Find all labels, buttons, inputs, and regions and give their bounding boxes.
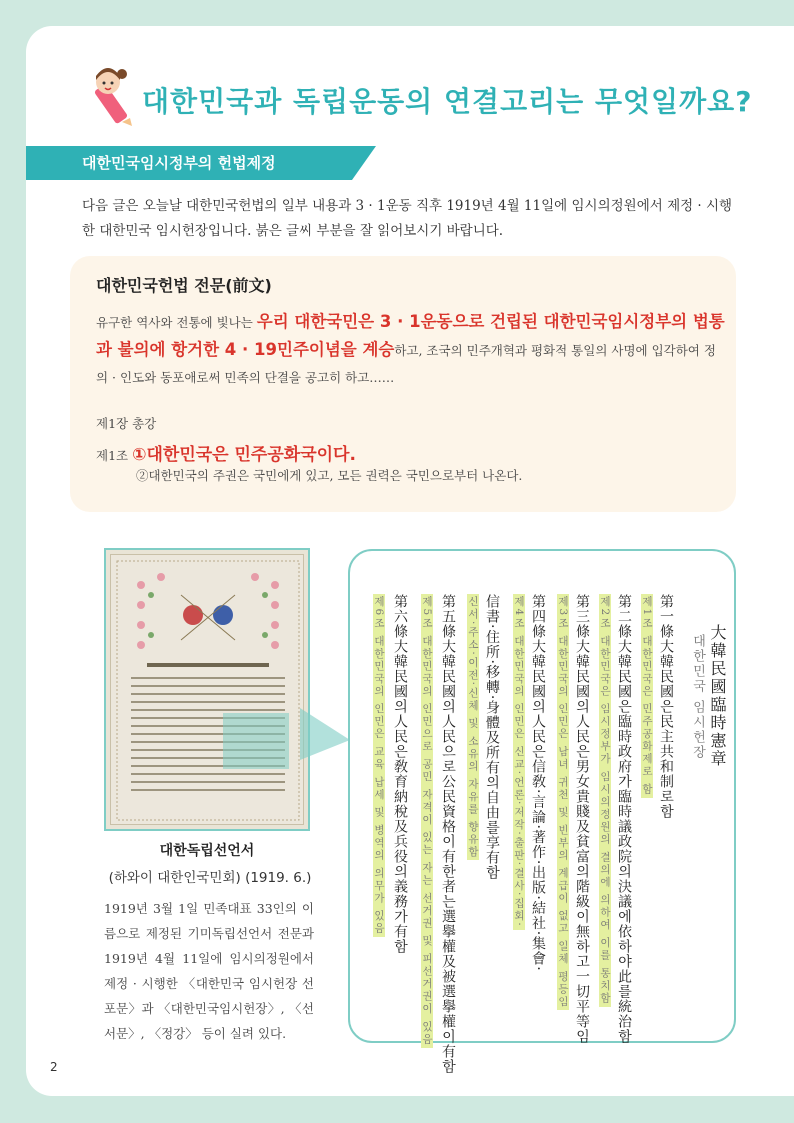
article-ko-6	[372, 594, 387, 937]
article-ko-2-text: 제2조 대한민국은 임시정부가 임시의정원의 결의에 의하여 이를 통치함	[599, 596, 611, 1005]
article-1-highlight: ①대한민국은 민주공화국이다.	[132, 445, 356, 465]
declaration-photo	[104, 548, 310, 831]
charter-subtitle: 대한민국 임시헌장	[690, 634, 705, 761]
intro-paragraph: 다음 글은 오늘날 대한민국헌법의 일부 내용과 3 · 1운동 직후 1919년 4월 11일에 임시의정원에서 제정 · 시행한 대한민국 임시헌장입니다. 붉은 글씨 부분을 잘 읽어보시기 바랍니다.	[82, 198, 733, 239]
photo-caption-subtitle: (하와이 대한인국민회) (1919. 6.)	[108, 870, 312, 886]
preamble-lead: 유구한 역사와 전통에 빛나는	[96, 315, 257, 330]
declaration-document-image	[110, 554, 304, 825]
article-ko-1-text: 제1조 대한민국은 민주공화제로 함	[641, 596, 653, 796]
article-ko-3	[556, 594, 571, 1010]
photo-caption-title: 대한독립선언서	[159, 843, 255, 859]
article-ko-3-text: 제3조 대한민국의 인민은 남녀 귀천 및 빈부의 계급이 없고 일체 평등임	[557, 596, 569, 1009]
preamble-text	[96, 308, 726, 391]
article-ko-4-cont-text: 신서·주소·이전·신체 및 소유의 자유를 향유함	[467, 596, 479, 859]
page-title: 대한민국과 독립운동의 연결고리는 무엇일까요?	[142, 85, 753, 118]
article-han-4-cont: 信書·住所·移轉·身體及所有의自由를享有함	[484, 594, 500, 881]
preamble-highlight: 우리 대한국민은 3 · 1운동으로 건립된 대한민국임시정부의 법통과 불의에 항거한 4 · 19민주이념을 계승	[96, 312, 725, 359]
article-ko-4	[512, 594, 527, 930]
article-ko-5	[420, 594, 435, 1048]
article-1-clause-2: ②대한민국의 주권은 국민에게 있고, 모든 권력은 국민으로부터 나온다.	[136, 468, 523, 483]
article-ko-4-text: 제4조 대한민국의 인민은 신교·언론·저작·출판·결사·집회·	[513, 596, 525, 928]
pencil-girl-icon	[86, 66, 142, 128]
preamble-title: 대한민국헌법 전문(前文)	[96, 276, 272, 295]
page-number: 2	[50, 1060, 58, 1074]
article-ko-2	[598, 594, 613, 1007]
article-han-2: 第二條大韓民國은臨時政府가臨時議政院의決議에依하야此를統治함	[616, 594, 632, 1044]
article-ko-5-text: 제5조 대한민국의 인민으로 공민 자격이 있는 자는 선거권 및 피선거권이 있음	[421, 596, 433, 1046]
chapter-title: 제1장 총강	[96, 416, 157, 431]
photo-caption-body: 1919년 3월 1일 민족대표 33인의 이름으로 제정된 기미독립선언서 전문과 1919년 4월 11일에 임시의정원에서 제정 · 시행한 〈대한민국 임시헌장 선포문〉과 〈대한민국임시헌장〉, 〈선서문〉, 〈정강〉 등이 실려 있다.	[104, 901, 314, 1041]
article-han-4: 第四條大韓民國의人民은信敎·言論·著作·出版·結社·集會·	[530, 594, 546, 972]
mascot-illustration	[86, 66, 142, 128]
article-ko-4-cont	[466, 594, 481, 860]
article-1	[96, 440, 356, 465]
article-han-6: 第六條大韓民國의人民은敎育納稅及兵役의義務가有함	[392, 594, 408, 954]
article-ko-1	[640, 594, 655, 798]
article-han-3: 第三條大韓民國의人民은男女貴賤及貧富의階級이無하고一切平等임	[574, 594, 590, 1044]
section-title: 대한민국임시정부의 헌법제정	[82, 154, 276, 172]
article-1-prefix: 제1조	[96, 448, 133, 463]
article-han-1: 第一條大韓民國은民主共和制로함	[658, 594, 674, 819]
charter-title: 大韓民國臨時憲章	[708, 624, 727, 768]
preamble-tail: 하고, 조국의 민주개혁과 평화적 통일의 사명에 입각하여 정의 · 인도와 동포애로써 민족의 단결을 공고히 하고……	[96, 343, 716, 385]
article-ko-6-text: 제6조 대한민국의 인민은 교육 납세 및 병역의 의무가 있음	[373, 596, 385, 935]
article-han-5: 第五條大韓民國의人民으로公民資格이有한者는選擧權及被選擧權이有함	[440, 594, 456, 1074]
